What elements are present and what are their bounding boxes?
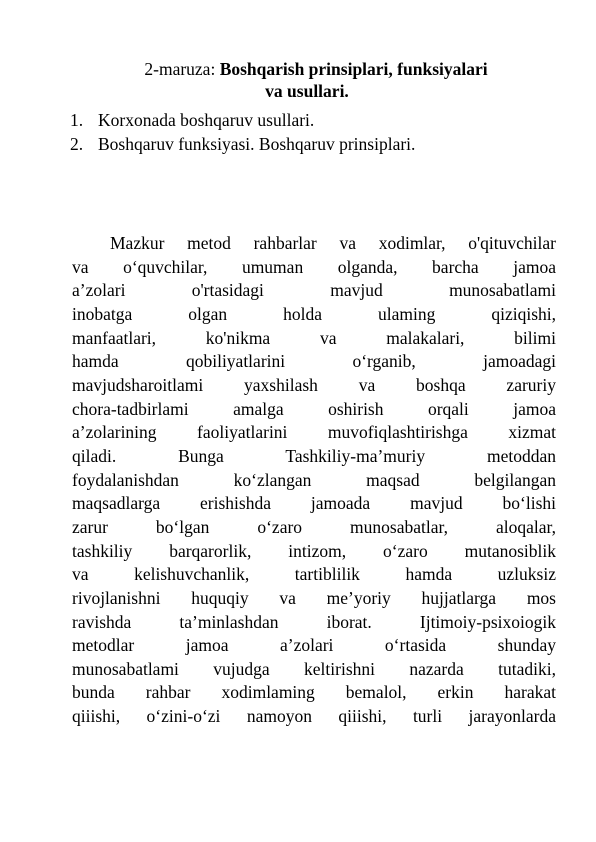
topic-text: Korxonada boshqaruv usullari. <box>98 110 315 130</box>
body-line: qiladi. Bunga Tashkiliy-ma’muriy metoddan <box>72 445 556 466</box>
body-paragraph <box>72 232 556 729</box>
topic-item <box>70 132 415 156</box>
body-line: metodlar jamoa a’zolari o‘rtasida shunday <box>72 635 556 656</box>
body-line: va o‘quvchilar, umuman olganda, barcha jamoa <box>72 256 556 277</box>
topic-number: 2. <box>70 134 84 154</box>
body-line: manfaatlari, ko'nikma va malakalari, bilimi <box>72 327 556 348</box>
topic-item <box>70 108 415 132</box>
body-line: chora-tadbirlami amalga oshirish orqali jamoa <box>72 398 556 419</box>
title-bold-1: Boshqarish prinsiplari, funksiyalari <box>219 59 488 79</box>
body-line: hamda qobiliyatlarini o‘rganib, jamoadagi <box>72 351 556 372</box>
body-line: qiiishi, o‘zini-o‘zi namoyon qiiishi, turli jarayonlarda <box>72 706 556 727</box>
topic-list <box>70 108 415 156</box>
body-line: a’zolari o'rtasidagi mavjud munosabatlami <box>72 280 556 301</box>
body-line: mavjudsharoitlami yaxshilash va boshqa zaruriy <box>72 374 556 395</box>
body-line: inobatga olgan holda ulaming qiziqishi, <box>72 303 556 324</box>
title-line-1 <box>0 58 596 80</box>
lecture-title <box>0 58 596 102</box>
body-line: bunda rahbar xodimlaming bemalol, erkin harakat <box>72 682 556 703</box>
topic-number: 1. <box>70 110 84 130</box>
title-prefix: 2-maruza: <box>144 59 220 79</box>
body-line: va kelishuvchanlik, tartiblilik hamda uzluksiz <box>72 564 556 585</box>
title-line-2 <box>0 80 596 102</box>
topic-text: Boshqaruv funksiyasi. Boshqaruv prinsiplari. <box>98 134 416 154</box>
body-line: tashkiliy barqarorlik, intizom, o‘zaro mutanosiblik <box>72 540 556 561</box>
body-line: zarur bo‘lgan o‘zaro munosabatlar, aloqalar, <box>72 516 556 537</box>
body-line: Mazkur metod rahbarlar va xodimlar, o'qituvchilar <box>110 233 556 253</box>
body-line: munosabatlami vujudga keltirishni nazarda tutadiki, <box>72 658 556 679</box>
title-bold-2: va usullari. <box>265 81 349 101</box>
body-line: ravishda ta’minlashdan iborat. Ijtimoiy-psixoiogik <box>72 611 556 632</box>
body-line: rivojlanishni huquqiy va me’yoriy hujjatlarga mos <box>72 587 556 608</box>
body-line: maqsadlarga erishishda jamoada mavjud bo‘lishi <box>72 493 556 514</box>
body-line: a’zolarining faoliyatlarini muvofiqlashtirishga xizmat <box>72 422 556 443</box>
body-line: foydalanishdan ko‘zlangan maqsad belgilangan <box>72 469 556 490</box>
